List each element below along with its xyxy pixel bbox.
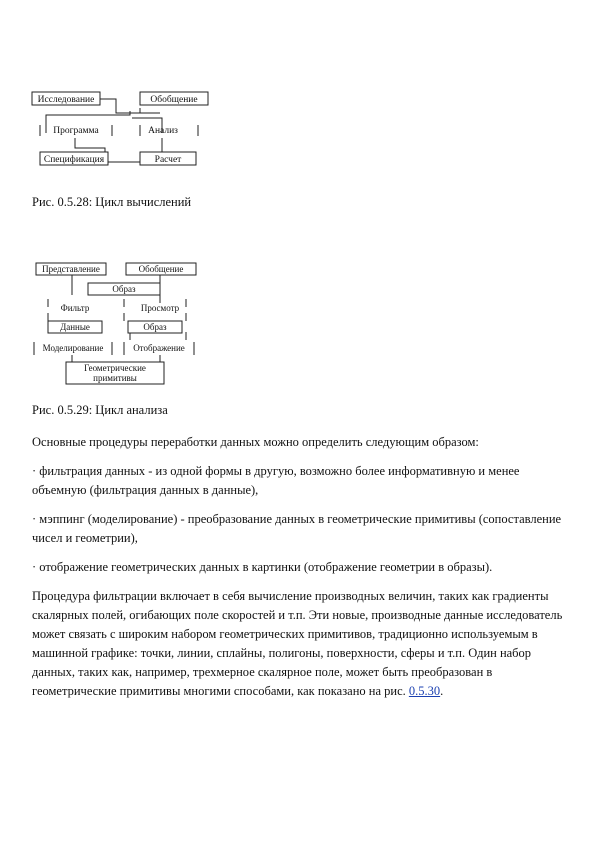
box-generalization-label: Обобщение: [150, 95, 198, 105]
box-representation-label: Представление: [42, 264, 100, 274]
connector-line: [100, 99, 140, 113]
box-data-label: Данные: [60, 322, 90, 332]
computation-cycle-diagram: [0, 0, 595, 200]
modeling-label: Моделирование: [42, 343, 104, 353]
viewing-label: Просмотр: [140, 303, 180, 313]
box-generalization-label: Обобщение: [138, 264, 184, 274]
box-research-label: Исследование: [37, 95, 95, 105]
box-image-top-label: Образ: [112, 284, 136, 294]
bullet-mapping: · мэппинг (моделирование) - преобразование данных в геометрические примитивы (сопоставление чисел и геометрии),: [32, 512, 562, 545]
rendering-label: Отображение: [133, 343, 185, 353]
connector-line: [72, 355, 160, 362]
figure-caption-computation-cycle: Рис. 0.5.28: Цикл вычислений: [32, 195, 192, 209]
figure-caption-analysis-cycle: Рис. 0.5.29: Цикл анализа: [32, 403, 168, 417]
box-image-mid-label: Образ: [143, 322, 167, 332]
filter-label: Фильтр: [60, 303, 90, 313]
geometric-primitives-label-line1: Геометрические: [84, 363, 146, 373]
analysis-label: Анализ: [148, 126, 178, 136]
program-label: Программа: [53, 126, 99, 136]
intro-paragraph: Основные процедуры переработки данных можно определить следующим образом:: [32, 435, 479, 449]
bullet-rendering: · отображение геометрических данных в картинки (отображение геометрии в образы).: [32, 560, 493, 574]
box-specification-label: Спецификация: [43, 155, 105, 165]
body-paragraph-text: Процедура фильтрации включает в себя вычисление производных величин, таких как градиенты скалярных полей, огибающих поле скоростей и т.п. Эти новые, производные данные исследователь может связать с широким набором геометрических примитивов, традиционно используемым в машинной графике: точки, линии, сплайны, полигоны, поверхности, сферы и т.п. Один набор данных, таких как, например, трехмерное скалярное поле, может быть преобразован в геометрические примитивы многими способами, как показано на рис.: [32, 589, 563, 698]
box-calculation-label: Расчет: [154, 155, 182, 165]
connector-line: [140, 108, 160, 113]
geometric-primitives-label-line2: примитивы: [93, 373, 137, 383]
body-paragraph: [32, 587, 567, 701]
figure-link[interactable]: 0.5.30: [408, 684, 441, 698]
analysis-cycle-diagram: [0, 250, 595, 390]
bullet-filtering: · фильтрация данных - из одной формы в другую, возможно более информативную и менее объемную (фильтрация данных в данные),: [32, 464, 520, 497]
paragraph-end: .: [440, 684, 444, 698]
